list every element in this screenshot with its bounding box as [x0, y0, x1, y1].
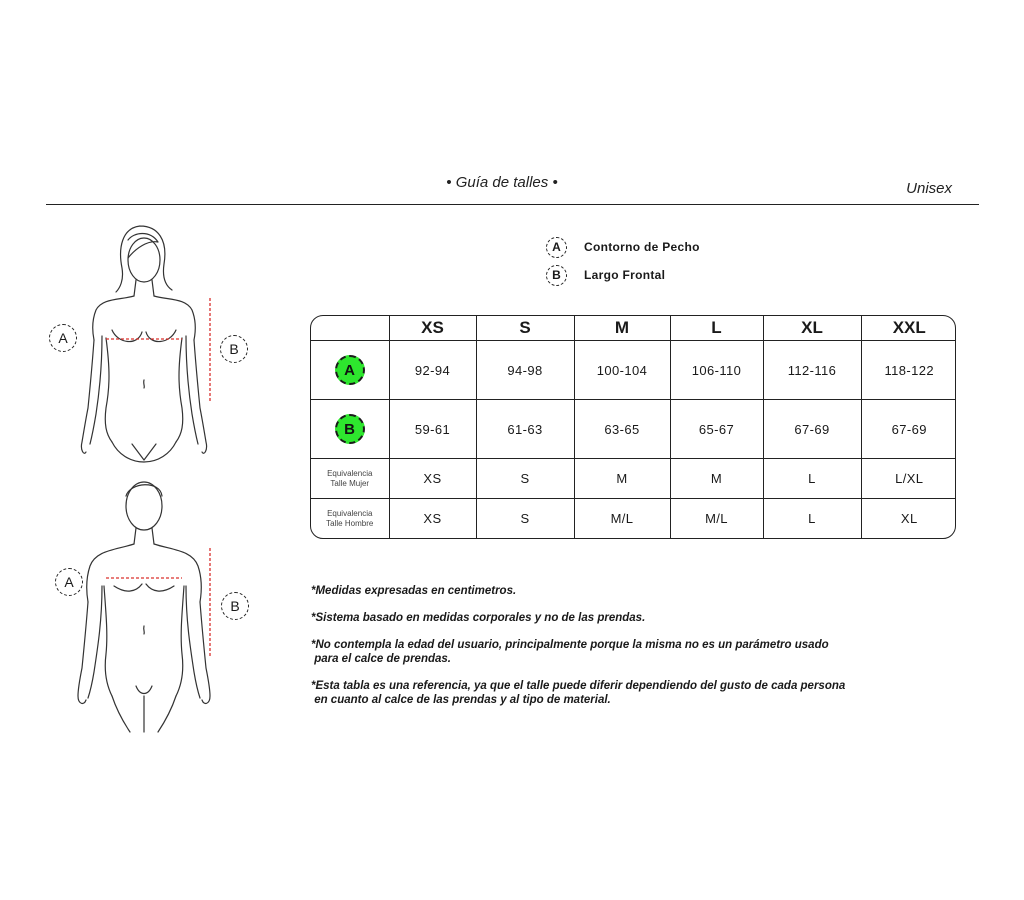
table-cell: 65-67 [670, 400, 763, 459]
column-header: L [670, 316, 763, 341]
footnote-line: para el calce de prendas. [311, 653, 451, 665]
table-cell: 63-65 [574, 400, 670, 459]
male-marker-b: B [221, 592, 249, 620]
table-row [311, 459, 956, 499]
header-divider [46, 204, 979, 205]
table-cell: S [476, 499, 574, 538]
footnote [311, 584, 961, 598]
row-head-talle-mujer [311, 459, 389, 499]
footnote [311, 638, 961, 666]
table-cell: 67-69 [763, 400, 861, 459]
table-cell: 94-98 [476, 341, 574, 400]
legend-badge-b: B [546, 265, 567, 286]
column-header: S [476, 316, 574, 341]
footnote-line: *Sistema basado en medidas corporales y no de las prendas. [311, 612, 646, 624]
footnote-line: *Medidas expresadas en centimetros. [311, 585, 517, 597]
footnote-line: *No contempla la edad del usuario, principalmente porque la misma no es un parámetro usado [311, 639, 829, 651]
legend-label-a: Contorno de Pecho [584, 240, 700, 254]
page-subtitle: Unisex [906, 180, 952, 197]
table-cell: 61-63 [476, 400, 574, 459]
table-row [311, 400, 956, 459]
table-cell: 92-94 [389, 341, 476, 400]
table-cell: M/L [670, 499, 763, 538]
row-head-a [311, 341, 389, 400]
legend-item-b [546, 261, 700, 289]
column-header: XXL [861, 316, 956, 341]
footnote [311, 679, 961, 707]
table-corner [311, 316, 389, 341]
legend-item-a [546, 233, 700, 261]
footnote-line: en cuanto al calce de las prendas y al tipo de material. [311, 694, 611, 706]
green-badge-b: B [335, 414, 365, 444]
table-cell: S [476, 459, 574, 499]
green-badge-a: A [335, 355, 365, 385]
table-cell: 100-104 [574, 341, 670, 400]
table-cell: 118-122 [861, 341, 956, 400]
row-head-line: Equivalencia [327, 508, 373, 518]
column-header: XS [389, 316, 476, 341]
row-head-line: Talle Hombre [326, 518, 374, 528]
size-table [310, 315, 956, 539]
legend-badge-a: A [546, 237, 567, 258]
female-marker-a: A [49, 324, 77, 352]
table-cell: 59-61 [389, 400, 476, 459]
table-cell: M [670, 459, 763, 499]
table-cell: 67-69 [861, 400, 956, 459]
legend-label-b: Largo Frontal [584, 268, 666, 282]
table-cell: XL [861, 499, 956, 538]
measurement-legend [546, 233, 700, 289]
table-cell: L [763, 499, 861, 538]
footnotes [311, 584, 961, 720]
table-row [311, 341, 956, 400]
table-header-row [311, 316, 956, 341]
row-head-talle-hombre [311, 499, 389, 538]
table-cell: M [574, 459, 670, 499]
table-cell: M/L [574, 499, 670, 538]
table-cell: L [763, 459, 861, 499]
footnote-line: *Esta tabla es una referencia, ya que el talle puede diferir dependiendo del gusto de cada persona [311, 680, 846, 692]
row-head-line: Talle Mujer [330, 478, 370, 488]
male-marker-a: A [55, 568, 83, 596]
table-cell: XS [389, 499, 476, 538]
table-cell: 112-116 [763, 341, 861, 400]
table-cell: 106-110 [670, 341, 763, 400]
table-row [311, 499, 956, 538]
female-marker-b: B [220, 335, 248, 363]
column-header: XL [763, 316, 861, 341]
row-head-line: Equivalencia [327, 468, 373, 478]
table-cell: XS [389, 459, 476, 499]
footnote [311, 611, 961, 625]
column-header: M [574, 316, 670, 341]
row-head-b [311, 400, 389, 459]
page-title: • Guía de talles • [446, 174, 558, 191]
table-cell: L/XL [861, 459, 956, 499]
